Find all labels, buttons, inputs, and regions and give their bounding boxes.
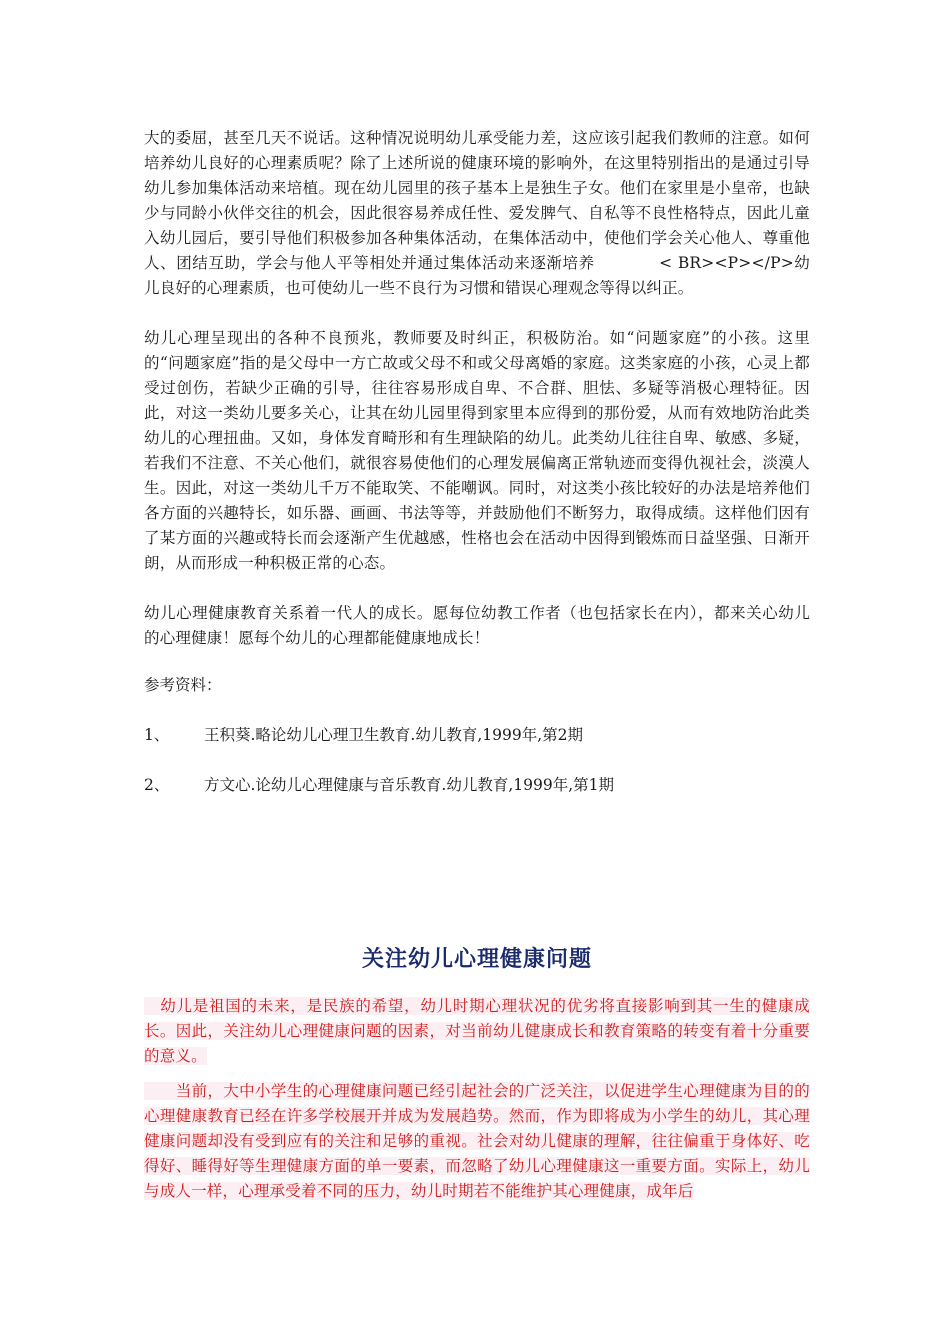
reference-text: 王积葵.略论幼儿心理卫生教育.幼儿教育,1999年,第2期 — [204, 726, 584, 744]
reference-item — [144, 723, 810, 748]
section-paragraph-2-content: 当前，大中小学生的心理健康问题已经引起社会的广泛关注，以促进学生心理健康为目的的心理健康教育已经在许多学校展开并成为发展趋势。然而，作为即将成为小学生的幼儿，其心理健康问题却没有受到应有的关注和足够的重视。社会对幼儿健康的理解，往往偏重于身体好、吃得好、睡得好等生理健康方面的单一要素，而忽略了幼儿心理健康这一重要方面。实际上，幼儿与成人一样，心理承受着不同的压力，幼儿时期若不能维护其心理健康，成年后 — [144, 1082, 810, 1200]
body-paragraph-1: 大的委屈，甚至几天不说话。这种情况说明幼儿承受能力差，这应该引起我们教师的注意。如何培养幼儿良好的心理素质呢？除了上述所说的健康环境的影响外，在这里特别指出的是通过引导幼儿参加集体活动来培植。现在幼儿园里的孩子基本上是独生子女。他们在家里是小皇帝，也缺少与同龄小伙伴交往的机会，因此很容易养成任性、爱发脾气、自私等不良性格特点，因此儿童入幼儿园后，要引导他们积极参加各种集体活动，在集体活动中，使他们学会关心他人、尊重他人、团结互助，学会与他人平等相处并通过集体活动来逐渐培养 < BR><P></P>幼儿良好的心理素质，也可使幼儿一些不良行为习惯和错误心理观念等得以纠正。 — [144, 129, 810, 297]
section-paragraph-2-text — [144, 1082, 810, 1200]
section-body — [144, 994, 810, 1214]
body-paragraph-2: 幼儿心理呈现出的各种不良预兆，教师要及时纠正，积极防治。如“问题家庭”的小孩。这里的“问题家庭”指的是父母中一方亡故或父母不和或父母离婚的家庭。这类家庭的小孩，心灵上都受过创伤，若缺少正确的引导，往往容易形成自卑、不合群、胆怯、多疑等消极心理特征。因此，对这一类幼儿要多关心，让其在幼儿园里得到家里本应得到的那份爱，从而有效地防治此类幼儿的心理扭曲。又如，身体发育畸形和有生理缺陷的幼儿。此类幼儿往往自卑、敏感、多疑，若我们不注意、不关心他们，就很容易使他们的心理发展偏离正常轨迹而变得仇视社会，淡漠人生。因此，对这一类幼儿千万不能取笑、不能嘲讽。同时，对这类小孩比较好的办法是培养他们各方面的兴趣特长，如乐器、画画、书法等等，并鼓励他们不断努力，取得成绩。这样他们因有了某方面的兴趣或特长而会逐渐产生优越感，性格也会在活动中因得到锻炼而日益坚强、日渐开朗，从而形成一种积极正常的心态。 — [144, 329, 810, 572]
section-paragraph-1-content: 幼儿是祖国的未来，是民族的希望，幼儿时期心理状况的优劣将直接影响到其一生的健康成长。因此，关注幼儿心理健康问题的因素，对当前幼儿健康成长和教育策略的转变有着十分重要的意义。 — [144, 997, 810, 1065]
reference-number: 2、 — [144, 776, 170, 794]
section-paragraph-2 — [144, 1079, 810, 1204]
body-paragraph-3: 幼儿心理健康教育关系着一代人的成长。愿每位幼教工作者（也包括家长在内），都来关心幼儿的心理健康！愿每个幼儿的心理都能健康地成长！ — [144, 604, 810, 647]
section-paragraph-1-text — [144, 997, 810, 1065]
references-title: 参考资料： — [144, 676, 222, 694]
reference-text: 方文心.论幼儿心理健康与音乐教育.幼儿教育,1999年,第1期 — [204, 776, 615, 794]
reference-item — [144, 773, 810, 798]
reference-number: 1、 — [144, 726, 170, 744]
document-page — [144, 126, 810, 1200]
section-title: 关注幼儿心理健康问题 — [361, 947, 592, 972]
section-paragraph-1 — [144, 994, 810, 1069]
